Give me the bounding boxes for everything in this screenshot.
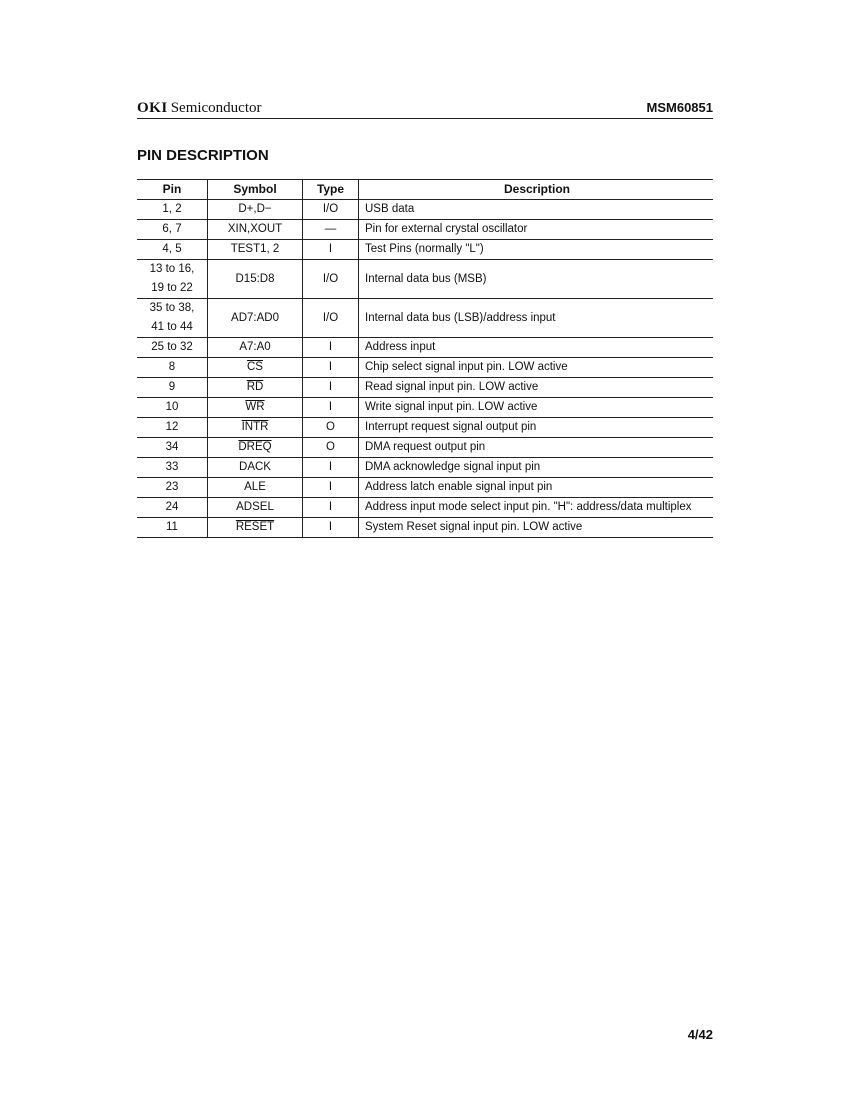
pin-description: DMA acknowledge signal input pin [359, 458, 714, 478]
pin-symbol: $\overline{CS}$ [247, 361, 263, 373]
table-row [137, 260, 713, 299]
table-row [137, 418, 713, 438]
pin-type: I [303, 358, 359, 378]
pin-symbol: XIN,XOUT [227, 223, 283, 235]
symbol-cell [208, 398, 303, 418]
pin-number: 35 to 38, [149, 302, 195, 314]
pin-cell [137, 458, 208, 478]
table-row [137, 220, 713, 240]
pin-number: 8 [168, 361, 176, 373]
pin-type: I/O [303, 200, 359, 220]
pin-description: Read signal input pin. LOW active [359, 378, 714, 398]
pin-number: 13 to 16, [149, 263, 195, 275]
pin-type: O [303, 418, 359, 438]
pin-cell [137, 518, 208, 538]
table-row [137, 438, 713, 458]
pin-type: I [303, 498, 359, 518]
symbol-cell [208, 338, 303, 358]
symbol-cell [208, 299, 303, 338]
pin-description: Test Pins (normally "L") [359, 240, 714, 260]
table-row [137, 498, 713, 518]
pin-symbol: DREQ [238, 441, 272, 453]
pin-number: 11 [166, 521, 178, 533]
pin-symbol: $\overline{RD}$ [246, 381, 264, 393]
pin-cell [137, 358, 208, 378]
page-number: 4/42 [687, 1027, 713, 1042]
pin-number: 4, 5 [162, 243, 182, 255]
table-row [137, 299, 713, 338]
table-row [137, 478, 713, 498]
symbol-cell [208, 358, 303, 378]
pin-symbol: DACK [239, 461, 271, 473]
symbol-cell [208, 458, 303, 478]
pin-description: Internal data bus (MSB) [359, 260, 714, 299]
pin-type: I [303, 338, 359, 358]
pin-description: Interrupt request signal output pin [359, 418, 714, 438]
pin-description: Write signal input pin. LOW active [359, 398, 714, 418]
pin-type: I [303, 240, 359, 260]
table-row [137, 458, 713, 478]
pin-type: — [303, 220, 359, 240]
pin-number: 9 [168, 381, 176, 393]
pin-type: I [303, 478, 359, 498]
pin-description: Chip select signal input pin. LOW active [359, 358, 714, 378]
pin-number: 41 to 44 [151, 321, 193, 333]
symbol-cell [208, 220, 303, 240]
pin-number: 23 [165, 481, 179, 493]
table-row [137, 518, 713, 538]
symbol-cell [208, 240, 303, 260]
pin-symbol: TEST1, 2 [230, 243, 280, 255]
pin-description: Internal data bus (LSB)/address input [359, 299, 714, 338]
pin-cell [137, 299, 208, 338]
column-header-symbol: Symbol [208, 180, 303, 200]
pin-type: I/O [303, 299, 359, 338]
table-row [137, 240, 713, 260]
symbol-cell [208, 478, 303, 498]
pin-number: 10 [165, 401, 179, 413]
pin-description: Address input mode select input pin. "H": address/data multiplex [359, 498, 714, 518]
symbol-cell [208, 418, 303, 438]
table-body [137, 200, 713, 538]
pin-symbol: ALE [244, 481, 266, 493]
section-title: PIN DESCRIPTION [137, 147, 269, 164]
pin-description: USB data [359, 200, 714, 220]
pin-description: System Reset signal input pin. LOW active [359, 518, 714, 538]
pin-symbol: ADSEL [236, 501, 274, 513]
pin-symbol: D+,D− [238, 203, 272, 215]
pin-number: 1, 2 [162, 203, 182, 215]
pin-type: I/O [303, 260, 359, 299]
pin-number: 24 [165, 501, 179, 513]
pin-symbol: AD7:AD0 [231, 311, 279, 324]
pin-type: O [303, 438, 359, 458]
pin-symbol: INTR [241, 421, 269, 433]
table-row [137, 200, 713, 220]
symbol-cell [208, 518, 303, 538]
pin-description: Pin for external crystal oscillator [359, 220, 714, 240]
symbol-cell [208, 260, 303, 299]
table-row [137, 338, 713, 358]
pin-symbol: D15:D8 [235, 272, 275, 285]
pin-number: 19 to 22 [151, 282, 193, 294]
column-header-description: Description [359, 180, 714, 200]
pin-cell [137, 260, 208, 299]
pin-cell [137, 378, 208, 398]
table-row [137, 378, 713, 398]
symbol-cell [208, 438, 303, 458]
symbol-cell [208, 498, 303, 518]
pin-number: 25 to 32 [151, 341, 193, 353]
pin-cell [137, 498, 208, 518]
pin-type: I [303, 518, 359, 538]
pin-number: 6, 7 [162, 223, 182, 235]
pin-description: Address input [359, 338, 714, 358]
pin-cell [137, 398, 208, 418]
pin-number: 12 [165, 421, 179, 433]
column-header-type: Type [303, 180, 359, 200]
brand-oki: OKI [137, 100, 168, 116]
pin-cell [137, 338, 208, 358]
pin-cell [137, 220, 208, 240]
table-row [137, 358, 713, 378]
pin-type: I [303, 378, 359, 398]
pin-symbol: RESET [235, 521, 275, 533]
pin-cell [137, 418, 208, 438]
page-header [137, 99, 713, 119]
symbol-cell [208, 200, 303, 220]
pin-number: 33 [165, 461, 179, 473]
pin-description: Address latch enable signal input pin [359, 478, 714, 498]
pin-cell [137, 200, 208, 220]
pin-number: 34 [165, 441, 179, 453]
pin-cell [137, 240, 208, 260]
pin-symbol: A7:A0 [239, 341, 271, 353]
pin-description-table [137, 179, 713, 538]
pin-cell [137, 438, 208, 458]
part-number: MSM60851 [646, 100, 713, 115]
brand-semiconductor: Semiconductor [170, 100, 262, 116]
table-header-row [137, 180, 713, 200]
column-header-pin: Pin [137, 180, 208, 200]
pin-description: DMA request output pin [359, 438, 714, 458]
table-row [137, 398, 713, 418]
brand-logo [137, 99, 262, 117]
pin-symbol: $\overline{WR}$ [245, 401, 265, 413]
pin-type: I [303, 398, 359, 418]
pin-type: I [303, 458, 359, 478]
pin-cell [137, 478, 208, 498]
symbol-cell [208, 378, 303, 398]
